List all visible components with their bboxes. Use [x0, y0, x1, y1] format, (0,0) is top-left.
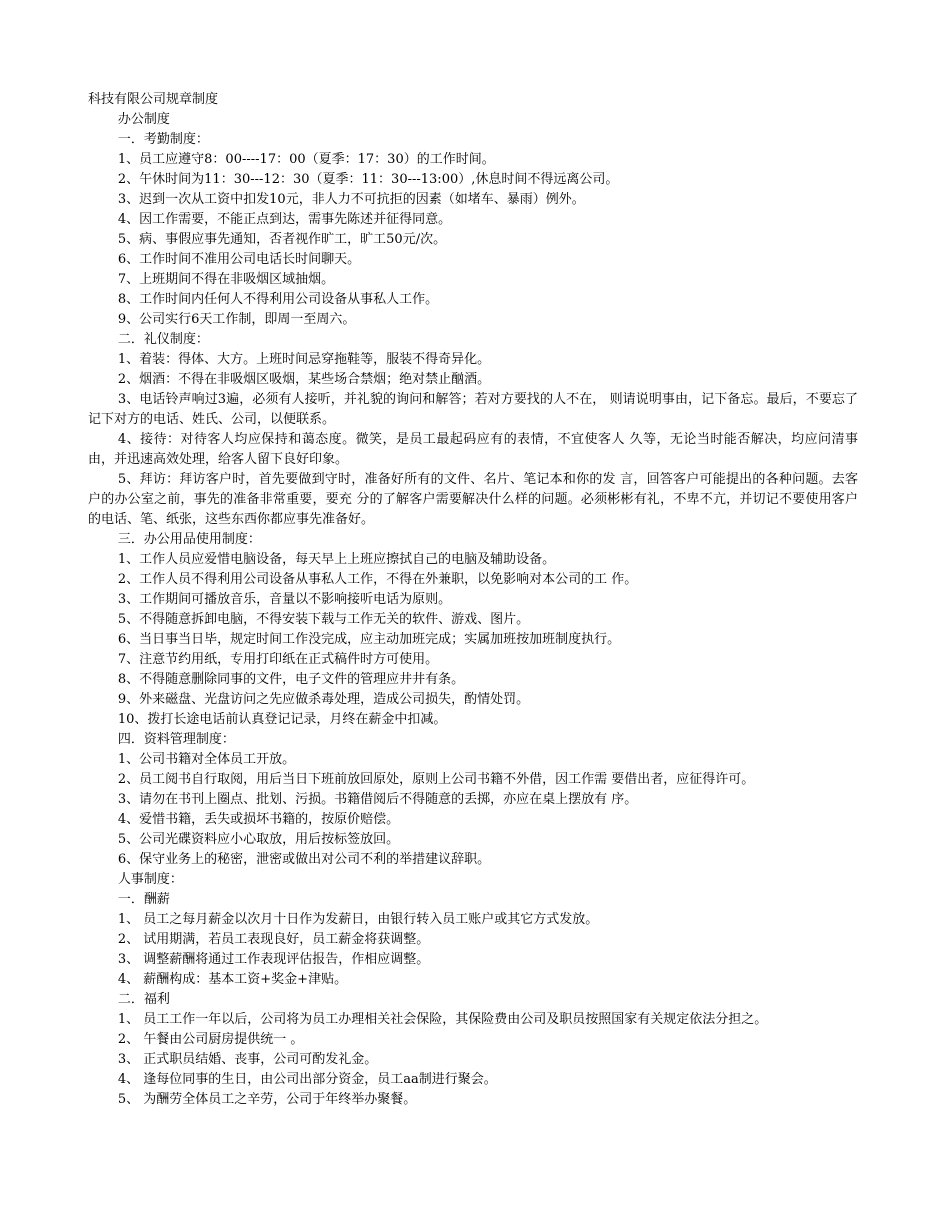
paragraph: 2、 试用期满，若员工表现良好，员工薪金将获调整。: [117, 932, 430, 947]
paragraph: 2、午休时间为11：30---12：30（夏季：11：30---13:00）,休息时间不得远离公司。: [117, 172, 619, 187]
paragraph: 2、烟酒：不得在非吸烟区吸烟，某些场合禁烟；绝对禁止酗酒。: [117, 372, 491, 387]
paragraph: 10、拨打长途电话前认真登记记录，月终在薪金中扣减。: [117, 712, 447, 727]
paragraph: 3、工作期间可播放音乐，音量以不影响接听电话为原则。: [117, 592, 452, 607]
paragraph: 1、 员工之每月薪金以次月十日作为发薪日，由银行转入员工账户或其它方式发放。: [117, 912, 599, 927]
paragraph: 2、工作人员不得利用公司设备从事私人工作，不得在外兼职，以免影响对本公司的工 作。: [117, 572, 638, 587]
paragraph: 5、拜访：拜访客户时，首先要做到守时，准备好所有的文件、名片、笔记本和你的发 言，回答客户可能提出的各种问题。去客户的办公室之前，事先的准备非常重要，要充 分的了解客户需要解决什么样的问题。必须彬彬有礼，不卑不亢，并切记不要使用客户 的电话、笔、纸张，这些东西你都应事先准备好。: [88, 472, 858, 527]
paragraph: 5、 为酬劳全体员工之辛劳，公司于年终举办聚餐。: [117, 1092, 417, 1107]
paragraph: 4、接待：对待客人均应保持和蔼态度。微笑，是员工最起码应有的表情，不宜使客人 久等，无论当时能否解决，均应问清事由，并迅速高效处理，给客人留下良好印象。: [88, 432, 858, 467]
paragraph: 3、迟到一次从工资中扣发10元，非人力不可抗拒的因素（如堵车、暴雨）例外。: [117, 192, 585, 207]
paragraph: 4、爱惜书籍，丢失或损坏书籍的，按原价赔偿。: [117, 812, 400, 827]
document-body: [88, 90, 858, 1110]
paragraph: 6、保守业务上的秘密，泄密或做出对公司不利的举措建议辞职。: [117, 852, 491, 867]
paragraph: 5、不得随意拆卸电脑，不得安装下载与工作无关的软件、游戏、图片。: [117, 612, 530, 627]
paragraph: 9、公司实行6天工作制，即周一至周六。: [117, 312, 356, 327]
paragraph: 2、 午餐由公司厨房提供统一 。: [117, 1032, 304, 1047]
subsection-heading: 一．考勤制度：: [117, 132, 209, 147]
paragraph: 3、 调整薪酬将通过工作表现评估报告，作相应调整。: [117, 952, 430, 967]
paragraph: 1、工作人员应爱惜电脑设备，每天早上上班应擦拭自己的电脑及辅助设备。: [117, 552, 556, 567]
paragraph: 6、工作时间不准用公司电话长时间聊天。: [117, 252, 361, 267]
paragraph: 7、注意节约用纸，专用打印纸在正式稿件时方可使用。: [117, 652, 439, 667]
paragraph: 5、公司光碟资料应小心取放，用后按标签放回。: [117, 832, 400, 847]
subsection-heading: 二．礼仪制度：: [117, 332, 209, 347]
paragraph: 4、 薪酬构成：基本工资+奖金+津贴。: [117, 972, 348, 987]
section-heading: 人事制度：: [117, 872, 183, 887]
document-title: 科技有限公司规章制度: [88, 92, 219, 107]
subsection-heading: 三．办公用品使用制度：: [117, 532, 261, 547]
paragraph: 3、请勿在书刊上圈点、批划、污损。书籍借阅后不得随意的丢掷，亦应在桌上摆放有 序。: [117, 792, 638, 807]
subsection-heading: 一．酬薪: [117, 892, 170, 907]
paragraph: 8、工作时间内任何人不得利用公司设备从事私人工作。: [117, 292, 439, 307]
subsection-heading: 二．福利: [117, 992, 170, 1007]
paragraph: 9、外来磁盘、光盘访问之先应做杀毒处理，造成公司损失，酌情处罚。: [117, 692, 530, 707]
paragraph: 1、 员工工作一年以后，公司将为员工办理相关社会保险，其保险费由公司及职员按照国家有关规定依法分担之。: [117, 1012, 768, 1027]
paragraph: 8、不得随意删除同事的文件，电子文件的管理应井井有条。: [117, 672, 465, 687]
subsection-heading: 四．资料管理制度：: [117, 732, 235, 747]
paragraph: 6、当日事当日毕，规定时间工作没完成，应主动加班完成；实属加班按加班制度执行。: [117, 632, 621, 647]
paragraph: 2、员工阅书自行取阅，用后当日下班前放回原处，原则上公司书籍不外借，因工作需 要借出者，应征得许可。: [117, 772, 755, 787]
paragraph: 7、上班期间不得在非吸烟区域抽烟。: [117, 272, 335, 287]
paragraph: 4、因工作需要，不能正点到达，需事先陈述并征得同意。: [117, 212, 452, 227]
paragraph: 5、病、事假应事先通知，否者视作旷工，旷工50元/次。: [117, 232, 447, 247]
paragraph: 1、公司书籍对全体员工开放。: [117, 752, 296, 767]
paragraph: 3、 正式职员结婚、丧事，公司可酌发礼金。: [117, 1052, 378, 1067]
section-heading: 办公制度: [117, 112, 170, 127]
paragraph: 1、着装：得体、大方。上班时间忌穿拖鞋等，服装不得奇异化。: [117, 352, 491, 367]
paragraph: 1、员工应遵守8：00----17：00（夏季：17：30）的工作时间。: [117, 152, 495, 167]
paragraph: 4、 逢每位同事的生日，由公司出部分资金，员工aa制进行聚会。: [117, 1072, 497, 1087]
paragraph: 3、电话铃声响过3遍，必须有人接听，并礼貌的询问和解答；若对方要找的人不在， 则请说明事由，记下备忘。最后，不要忘了记下对方的电话、姓氏、公司，以便联系。: [88, 392, 858, 427]
